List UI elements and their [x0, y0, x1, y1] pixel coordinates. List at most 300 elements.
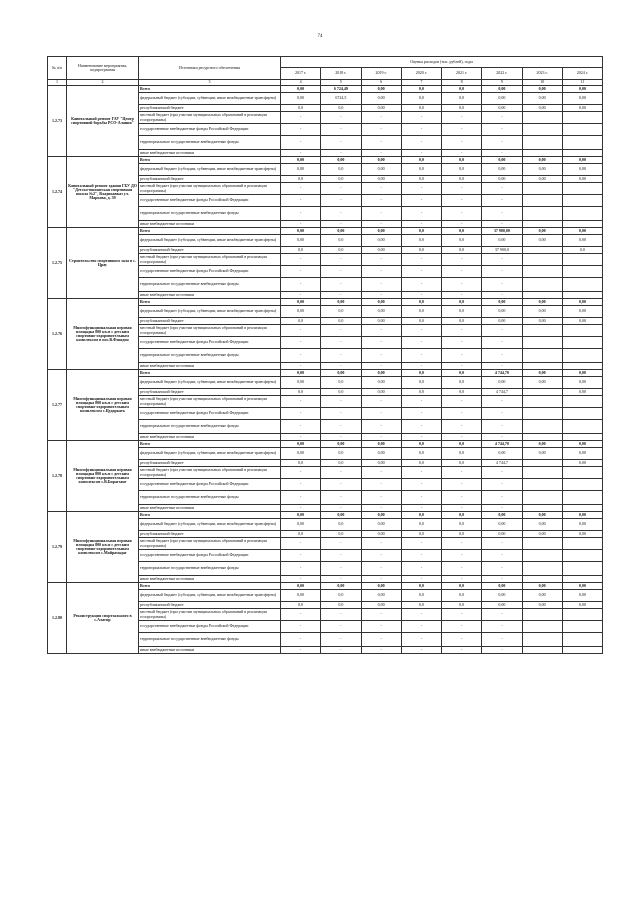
amount-cell: -	[482, 479, 522, 491]
amount-cell: 0,00	[361, 590, 401, 602]
amount-cell: 0,00	[522, 512, 562, 519]
amount-cell: -	[401, 254, 441, 266]
amount-cell: -	[482, 150, 522, 157]
amount-cell: 0,0	[442, 86, 482, 93]
amount-cell: 0,00	[321, 157, 361, 164]
amount-cell: 0,00	[482, 157, 522, 164]
amount-cell: -	[401, 633, 441, 647]
amount-cell: 0,00	[522, 583, 562, 590]
amount-cell	[522, 505, 562, 512]
amount-cell: -	[401, 467, 441, 479]
amount-cell: 0,00	[321, 441, 361, 448]
amount-cell: 0,00	[361, 389, 401, 396]
amount-cell	[522, 420, 562, 434]
measure-number: 1.2.78	[48, 441, 67, 512]
amount-cell: 0,0	[442, 370, 482, 377]
amount-cell: -	[482, 434, 522, 441]
amount-cell: -	[361, 609, 401, 621]
amount-cell: -	[482, 538, 522, 550]
funding-source: федеральный бюджет (субсидии, субвенции, иные межбюджетные трансферты)	[139, 377, 281, 389]
amount-cell: -	[321, 183, 361, 195]
amount-cell: -	[281, 562, 321, 576]
amount-cell: -	[442, 633, 482, 647]
funding-source: государственные внебюджетные фонды Российской Федерации	[139, 479, 281, 491]
amount-cell: 4 744,7	[482, 389, 522, 396]
column-number: 11	[562, 80, 602, 86]
funding-source: Всего	[139, 228, 281, 235]
amount-cell: -	[321, 124, 361, 136]
amount-cell: -	[321, 479, 361, 491]
amount-cell: -	[401, 207, 441, 221]
header-year: 2023 г.	[522, 68, 562, 80]
funding-source: федеральный бюджет (субсидии, субвенции, иные межбюджетные трансферты)	[139, 164, 281, 176]
amount-cell: 0,0	[401, 590, 441, 602]
page-number: 74	[317, 34, 323, 39]
amount-cell	[562, 325, 602, 337]
amount-cell: 0,00	[562, 602, 602, 609]
amount-cell	[522, 396, 562, 408]
amount-cell: -	[482, 325, 522, 337]
amount-cell: 0,0	[442, 176, 482, 183]
measure-number: 1.2.73	[48, 86, 67, 157]
amount-cell	[562, 278, 602, 292]
amount-cell: 0,00	[482, 531, 522, 538]
amount-cell: -	[482, 550, 522, 562]
amount-cell: 0,00	[361, 299, 401, 306]
amount-cell	[522, 550, 562, 562]
amount-cell: 0,00	[522, 235, 562, 247]
funding-source: территориальные государственные внебюджетные фонды	[139, 207, 281, 221]
amount-cell: 0,00	[562, 441, 602, 448]
amount-cell: -	[361, 221, 401, 228]
amount-cell: -	[321, 491, 361, 505]
amount-cell	[522, 207, 562, 221]
amount-cell: 0,00	[361, 519, 401, 531]
measure-number: 1.2.77	[48, 370, 67, 441]
amount-cell: -	[321, 278, 361, 292]
amount-cell: -	[442, 195, 482, 207]
table-row	[48, 370, 603, 377]
amount-cell	[562, 562, 602, 576]
amount-cell	[522, 434, 562, 441]
amount-cell: 0,00	[522, 86, 562, 93]
amount-cell: 0,0	[401, 247, 441, 254]
amount-cell: -	[482, 647, 522, 654]
amount-cell: 0,0	[401, 235, 441, 247]
funding-source: республиканский бюджет	[139, 389, 281, 396]
amount-cell: -	[442, 278, 482, 292]
amount-cell: 0,0	[442, 164, 482, 176]
amount-cell: -	[401, 408, 441, 420]
amount-cell: 0,00	[562, 299, 602, 306]
amount-cell	[522, 633, 562, 647]
amount-cell: -	[442, 505, 482, 512]
amount-cell	[522, 150, 562, 157]
amount-cell: -	[482, 363, 522, 370]
measure-name: Многофункциональная игровая площадка 800 кв.м с детским спортивно-оздоровительным комплексом в пос.В.Фиагдон	[67, 299, 139, 370]
measure-number: 1.2.75	[48, 228, 67, 299]
amount-cell: 0,00	[281, 590, 321, 602]
amount-cell: -	[442, 112, 482, 124]
funding-source: местный бюджет (при участии муниципальных образований в реализации госпрограммы)	[139, 325, 281, 337]
amount-cell: -	[482, 505, 522, 512]
amount-cell: -	[281, 434, 321, 441]
amount-cell: 0,00	[281, 157, 321, 164]
amount-cell: 0,00	[562, 105, 602, 112]
column-number: 1	[48, 80, 67, 86]
amount-cell: 0,0	[401, 176, 441, 183]
amount-cell: -	[401, 621, 441, 633]
amount-cell: -	[361, 562, 401, 576]
amount-cell: 0,00	[321, 512, 361, 519]
column-number: 5	[321, 80, 361, 86]
amount-cell: -	[361, 195, 401, 207]
amount-cell	[562, 183, 602, 195]
amount-cell	[522, 266, 562, 278]
column-number: 2	[67, 80, 139, 86]
amount-cell: 0,0	[401, 370, 441, 377]
amount-cell: 0,00	[361, 448, 401, 460]
measure-name: Капитальный ремонт здания ГБУ ДО "Детско-юношеская спортивная школа №2", Владикавказ ул. Маркова, д. 39	[67, 157, 139, 228]
amount-cell: 0,0	[442, 247, 482, 254]
amount-cell: 0,0	[401, 519, 441, 531]
amount-cell: -	[361, 325, 401, 337]
header-year: 2019 г.	[361, 68, 401, 80]
amount-cell: -	[281, 363, 321, 370]
amount-cell: -	[401, 647, 441, 654]
amount-cell: 0,0	[321, 105, 361, 112]
amount-cell: -	[401, 491, 441, 505]
amount-cell	[522, 408, 562, 420]
column-number: 8	[442, 80, 482, 86]
amount-cell: 0,00	[522, 448, 562, 460]
amount-cell: 0,0	[442, 519, 482, 531]
amount-cell	[522, 538, 562, 550]
amount-cell: -	[321, 562, 361, 576]
amount-cell	[562, 150, 602, 157]
amount-cell: -	[361, 505, 401, 512]
amount-cell: -	[321, 538, 361, 550]
amount-cell: 0,00	[522, 590, 562, 602]
amount-cell: 0,00	[562, 235, 602, 247]
amount-cell: -	[482, 221, 522, 228]
amount-cell: 0,0	[442, 460, 482, 467]
amount-cell	[562, 621, 602, 633]
amount-cell: 0,0	[442, 602, 482, 609]
table-row	[48, 441, 603, 448]
amount-cell	[522, 195, 562, 207]
header-year: 2022 г.	[482, 68, 522, 80]
funding-source: иные внебюджетные источники	[139, 505, 281, 512]
amount-cell: -	[281, 505, 321, 512]
funding-source: федеральный бюджет (субсидии, субвенции, иные межбюджетные трансферты)	[139, 235, 281, 247]
amount-cell: -	[361, 266, 401, 278]
amount-cell: -	[361, 396, 401, 408]
amount-cell: -	[401, 195, 441, 207]
amount-cell: 0,0	[401, 105, 441, 112]
funding-source: федеральный бюджет (субсидии, субвенции, иные межбюджетные трансферты)	[139, 306, 281, 318]
funding-source: республиканский бюджет	[139, 318, 281, 325]
column-number: 4	[281, 80, 321, 86]
amount-cell: -	[281, 396, 321, 408]
amount-cell: 0,0	[401, 448, 441, 460]
amount-cell: -	[281, 124, 321, 136]
amount-cell: -	[281, 292, 321, 299]
amount-cell: 0,00	[522, 441, 562, 448]
amount-cell: -	[281, 150, 321, 157]
amount-cell	[562, 124, 602, 136]
amount-cell: -	[401, 136, 441, 150]
amount-cell: 0,00	[522, 93, 562, 105]
amount-cell: 0,0	[281, 176, 321, 183]
funding-source: федеральный бюджет (субсидии, субвенции, иные межбюджетные трансферты)	[139, 93, 281, 105]
amount-cell: 0,0	[321, 306, 361, 318]
funding-source: территориальные государственные внебюджетные фонды	[139, 420, 281, 434]
amount-cell: -	[361, 467, 401, 479]
amount-cell: 0,00	[482, 93, 522, 105]
funding-source: Всего	[139, 299, 281, 306]
funding-source: иные внебюджетные источники	[139, 363, 281, 370]
amount-cell: -	[281, 337, 321, 349]
amount-cell: 0,00	[361, 460, 401, 467]
amount-cell: 0,00	[361, 318, 401, 325]
amount-cell: 0,00	[482, 590, 522, 602]
amount-cell: 0,0	[442, 512, 482, 519]
amount-cell: 4 744,7	[482, 460, 522, 467]
amount-cell: 0,00	[482, 377, 522, 389]
amount-cell	[562, 195, 602, 207]
amount-cell	[562, 491, 602, 505]
amount-cell: -	[482, 292, 522, 299]
amount-cell	[562, 349, 602, 363]
amount-cell	[522, 576, 562, 583]
amount-cell: -	[361, 207, 401, 221]
amount-cell: -	[482, 467, 522, 479]
amount-cell: 37 900,0	[482, 247, 522, 254]
amount-cell: 0,0	[442, 389, 482, 396]
amount-cell: 0,0	[442, 441, 482, 448]
amount-cell: 0,00	[522, 318, 562, 325]
table-row	[48, 157, 603, 164]
amount-cell: 0,00	[482, 512, 522, 519]
amount-cell: -	[321, 505, 361, 512]
amount-cell	[562, 420, 602, 434]
amount-cell: -	[361, 550, 401, 562]
amount-cell: 0,00	[361, 512, 401, 519]
header-year: 2020 г.	[401, 68, 441, 80]
amount-cell: -	[321, 467, 361, 479]
amount-cell: -	[482, 112, 522, 124]
measure-name: Строительство спортивного зала в с. Црау	[67, 228, 139, 299]
amount-cell: 0,00	[482, 306, 522, 318]
amount-cell: -	[321, 266, 361, 278]
amount-cell: 0,0	[321, 377, 361, 389]
amount-cell: 0,0	[281, 602, 321, 609]
amount-cell	[522, 124, 562, 136]
amount-cell: 0,00	[522, 377, 562, 389]
amount-cell: -	[401, 505, 441, 512]
amount-cell: 0,0	[442, 228, 482, 235]
amount-cell: -	[442, 479, 482, 491]
amount-cell: -	[442, 136, 482, 150]
amount-cell: 0,00	[562, 86, 602, 93]
amount-cell	[522, 278, 562, 292]
amount-cell: -	[361, 349, 401, 363]
amount-cell: 0,00	[361, 377, 401, 389]
amount-cell: 0,0	[442, 590, 482, 602]
amount-cell: -	[361, 337, 401, 349]
amount-cell: -	[401, 124, 441, 136]
amount-cell	[562, 396, 602, 408]
amount-cell: 0,00	[522, 228, 562, 235]
amount-cell: 0,0	[281, 460, 321, 467]
amount-cell: 0,0	[321, 176, 361, 183]
amount-cell: -	[321, 221, 361, 228]
measure-number: 1.2.79	[48, 512, 67, 583]
funding-source: федеральный бюджет (субсидии, субвенции, иные межбюджетные трансферты)	[139, 590, 281, 602]
header-year: 2018 г.	[321, 68, 361, 80]
amount-cell	[562, 479, 602, 491]
amount-cell: -	[281, 633, 321, 647]
amount-cell	[522, 467, 562, 479]
amount-cell: -	[361, 112, 401, 124]
amount-cell: 0,00	[562, 519, 602, 531]
amount-cell: 0,0	[442, 531, 482, 538]
header-estimate: Оценка расходов (тыс. рублей), годы	[281, 57, 603, 68]
amount-cell	[522, 183, 562, 195]
funding-source: Всего	[139, 583, 281, 590]
amount-cell	[522, 363, 562, 370]
amount-cell: -	[482, 349, 522, 363]
funding-source: территориальные государственные внебюджетные фонды	[139, 633, 281, 647]
amount-cell: -	[281, 349, 321, 363]
funding-source: Всего	[139, 441, 281, 448]
column-number: 7	[401, 80, 441, 86]
amount-cell: -	[361, 278, 401, 292]
funding-source: Всего	[139, 370, 281, 377]
amount-cell: 0,00	[482, 583, 522, 590]
amount-cell: -	[401, 420, 441, 434]
amount-cell: -	[401, 550, 441, 562]
amount-cell	[522, 349, 562, 363]
amount-cell: 0,0	[442, 299, 482, 306]
amount-cell	[562, 550, 602, 562]
funding-source: республиканский бюджет	[139, 602, 281, 609]
amount-cell: -	[442, 538, 482, 550]
amount-cell: 0,00	[482, 164, 522, 176]
amount-cell: -	[321, 337, 361, 349]
amount-cell: -	[361, 538, 401, 550]
amount-cell: -	[321, 550, 361, 562]
amount-cell: -	[321, 325, 361, 337]
funding-source: местный бюджет (при участии муниципальных образований в реализации госпрограммы)	[139, 112, 281, 124]
table-row	[48, 228, 603, 235]
amount-cell: 0,0	[401, 228, 441, 235]
amount-cell: 0,00	[562, 590, 602, 602]
amount-cell: 0,00	[281, 228, 321, 235]
funding-source: республиканский бюджет	[139, 460, 281, 467]
funding-source: иные внебюджетные источники	[139, 434, 281, 441]
amount-cell: -	[361, 363, 401, 370]
amount-cell	[562, 363, 602, 370]
amount-cell: 0,00	[562, 306, 602, 318]
amount-cell: -	[321, 112, 361, 124]
amount-cell: -	[281, 136, 321, 150]
amount-cell: -	[281, 420, 321, 434]
amount-cell: -	[401, 396, 441, 408]
amount-cell: -	[442, 467, 482, 479]
amount-cell: 0,0	[321, 448, 361, 460]
amount-cell: 0,0	[281, 247, 321, 254]
amount-cell: -	[482, 207, 522, 221]
measure-number: 1.2.76	[48, 299, 67, 370]
amount-cell: -	[321, 420, 361, 434]
amount-cell: 0,00	[281, 583, 321, 590]
amount-cell: 0,0	[321, 247, 361, 254]
amount-cell: -	[401, 266, 441, 278]
amount-cell: 0,00	[562, 389, 602, 396]
amount-cell	[562, 434, 602, 441]
amount-cell: 0,0	[321, 531, 361, 538]
amount-cell: 0,00	[321, 583, 361, 590]
amount-cell: -	[361, 183, 401, 195]
funding-source: местный бюджет (при участии муниципальных образований в реализации госпрограммы)	[139, 467, 281, 479]
amount-cell: -	[482, 266, 522, 278]
amount-cell: -	[401, 576, 441, 583]
amount-cell: 0,00	[522, 531, 562, 538]
amount-cell	[562, 221, 602, 228]
header-name: Наименование мероприятия, подпрограммы	[67, 57, 139, 80]
amount-cell: 0,00	[562, 583, 602, 590]
amount-cell: -	[401, 538, 441, 550]
amount-cell: 0,00	[522, 306, 562, 318]
amount-cell: 0,00	[522, 157, 562, 164]
amount-cell: -	[281, 538, 321, 550]
funding-source: территориальные государственные внебюджетные фонды	[139, 491, 281, 505]
amount-cell: 0,0	[321, 590, 361, 602]
amount-cell: -	[442, 550, 482, 562]
amount-cell: -	[321, 150, 361, 157]
amount-cell: 0,0	[281, 389, 321, 396]
amount-cell: 0,00	[361, 228, 401, 235]
amount-cell	[522, 491, 562, 505]
amount-cell: 0,0	[442, 105, 482, 112]
amount-cell: -	[442, 124, 482, 136]
amount-cell: -	[482, 621, 522, 633]
amount-cell: -	[281, 112, 321, 124]
funding-source: государственные внебюджетные фонды Российской Федерации	[139, 621, 281, 633]
amount-cell: -	[442, 150, 482, 157]
amount-cell: 0,0	[321, 389, 361, 396]
amount-cell: -	[442, 576, 482, 583]
amount-cell: 6 724,49	[321, 86, 361, 93]
amount-cell: -	[401, 609, 441, 621]
funding-source: государственные внебюджетные фонды Российской Федерации	[139, 124, 281, 136]
amount-cell: -	[361, 408, 401, 420]
amount-cell: 0,0	[401, 460, 441, 467]
header-num: № п/п	[48, 57, 67, 80]
funding-source: иные внебюджетные источники	[139, 647, 281, 654]
funding-source: местный бюджет (при участии муниципальных образований в реализации госпрограммы)	[139, 396, 281, 408]
amount-cell: -	[442, 221, 482, 228]
amount-cell: 0,0	[321, 164, 361, 176]
amount-cell: -	[361, 150, 401, 157]
amount-cell: 0,00	[281, 441, 321, 448]
amount-cell: -	[442, 363, 482, 370]
amount-cell: -	[442, 349, 482, 363]
amount-cell: 0,00	[482, 318, 522, 325]
funding-source: территориальные государственные внебюджетные фонды	[139, 136, 281, 150]
